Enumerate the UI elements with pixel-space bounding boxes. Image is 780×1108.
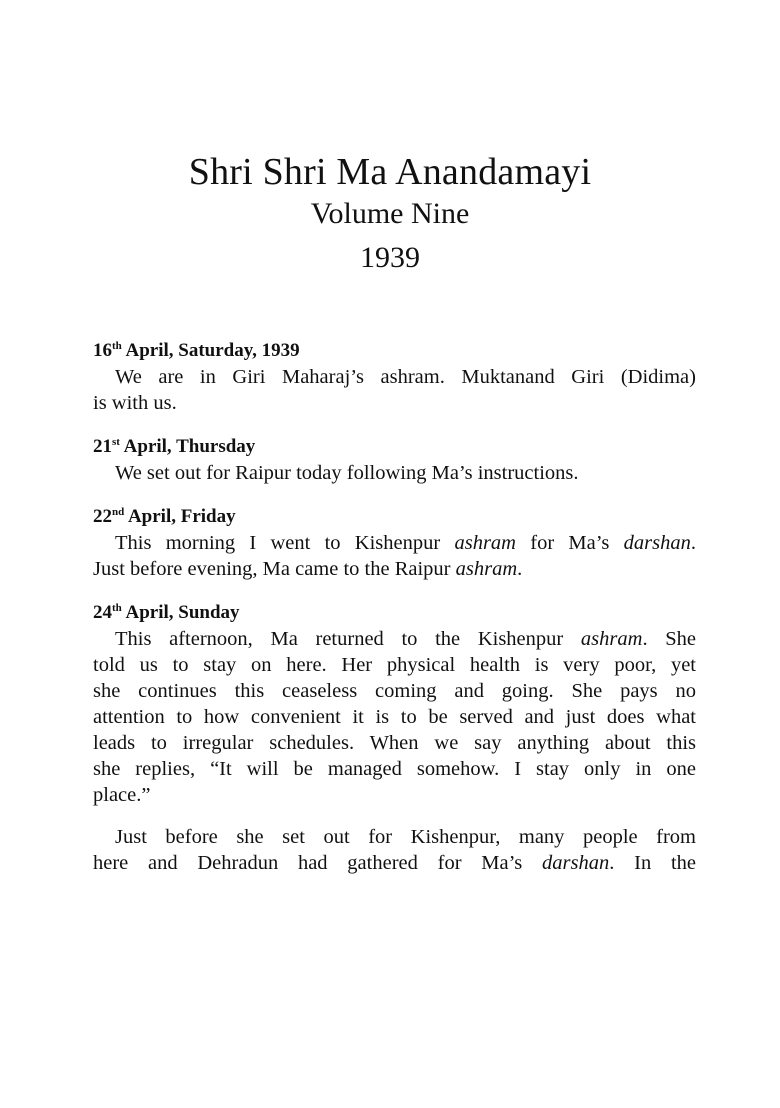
- date-day: 22: [93, 506, 112, 527]
- date-ordinal-suffix: nd: [112, 506, 125, 518]
- text-line: she continues this ceaseless coming and going. She pays no: [93, 680, 696, 702]
- text-line: place.”: [93, 784, 151, 806]
- date-rest: April, Thursday: [119, 436, 256, 457]
- entry-paragraph: [93, 530, 696, 582]
- date-day: 16: [93, 340, 112, 361]
- entry-paragraph: [93, 364, 696, 416]
- text-line: We set out for Raipur today following Ma’s instructions.: [115, 462, 579, 484]
- date-day: 21: [93, 436, 112, 457]
- book-title: Shri Shri Ma Anandamayi: [188, 151, 592, 193]
- date-rest: April, Friday: [124, 506, 236, 527]
- entry-paragraph: [93, 626, 696, 808]
- text-line: This afternoon, Ma returned to the Kishenpur ashram. She: [115, 628, 696, 650]
- entry-date: [93, 434, 696, 460]
- entry-paragraph: [93, 824, 696, 876]
- diary-entry: [93, 600, 696, 876]
- text-line: This morning I went to Kishenpur ashram for Ma’s darshan.: [115, 532, 696, 554]
- text-line: attention to how convenient it is to be served and just does what: [93, 706, 696, 728]
- entry-date: [93, 338, 696, 364]
- text-line: is with us.: [93, 392, 177, 414]
- year-heading: 1939: [360, 241, 420, 274]
- diary-body: [93, 338, 696, 876]
- date-ordinal-suffix: th: [112, 602, 122, 614]
- diary-entry: [93, 338, 696, 416]
- diary-entry: [93, 434, 696, 486]
- text-line: she replies, “It will be managed somehow. I stay only in one: [93, 758, 696, 780]
- volume-label: Volume Nine: [310, 197, 470, 230]
- date-day: 24: [93, 602, 112, 623]
- text-line: Just before she set out for Kishenpur, many people from: [115, 826, 696, 848]
- entry-date: [93, 504, 696, 530]
- date-ordinal-suffix: th: [112, 340, 122, 352]
- text-line: here and Dehradun had gathered for Ma’s darshan. In the: [93, 852, 696, 874]
- date-ordinal-suffix: st: [112, 436, 120, 448]
- entry-date: [93, 600, 696, 626]
- date-rest: April, Saturday, 1939: [121, 340, 300, 361]
- date-rest: April, Sunday: [121, 602, 240, 623]
- text-line: Just before evening, Ma came to the Raipur ashram.: [93, 558, 523, 580]
- entry-paragraph: [93, 460, 696, 486]
- text-line: We are in Giri Maharaj’s ashram. Muktanand Giri (Didima): [115, 366, 696, 388]
- text-line: leads to irregular schedules. When we say anything about this: [93, 732, 696, 754]
- text-line: told us to stay on here. Her physical health is very poor, yet: [93, 654, 696, 676]
- diary-entry: [93, 504, 696, 582]
